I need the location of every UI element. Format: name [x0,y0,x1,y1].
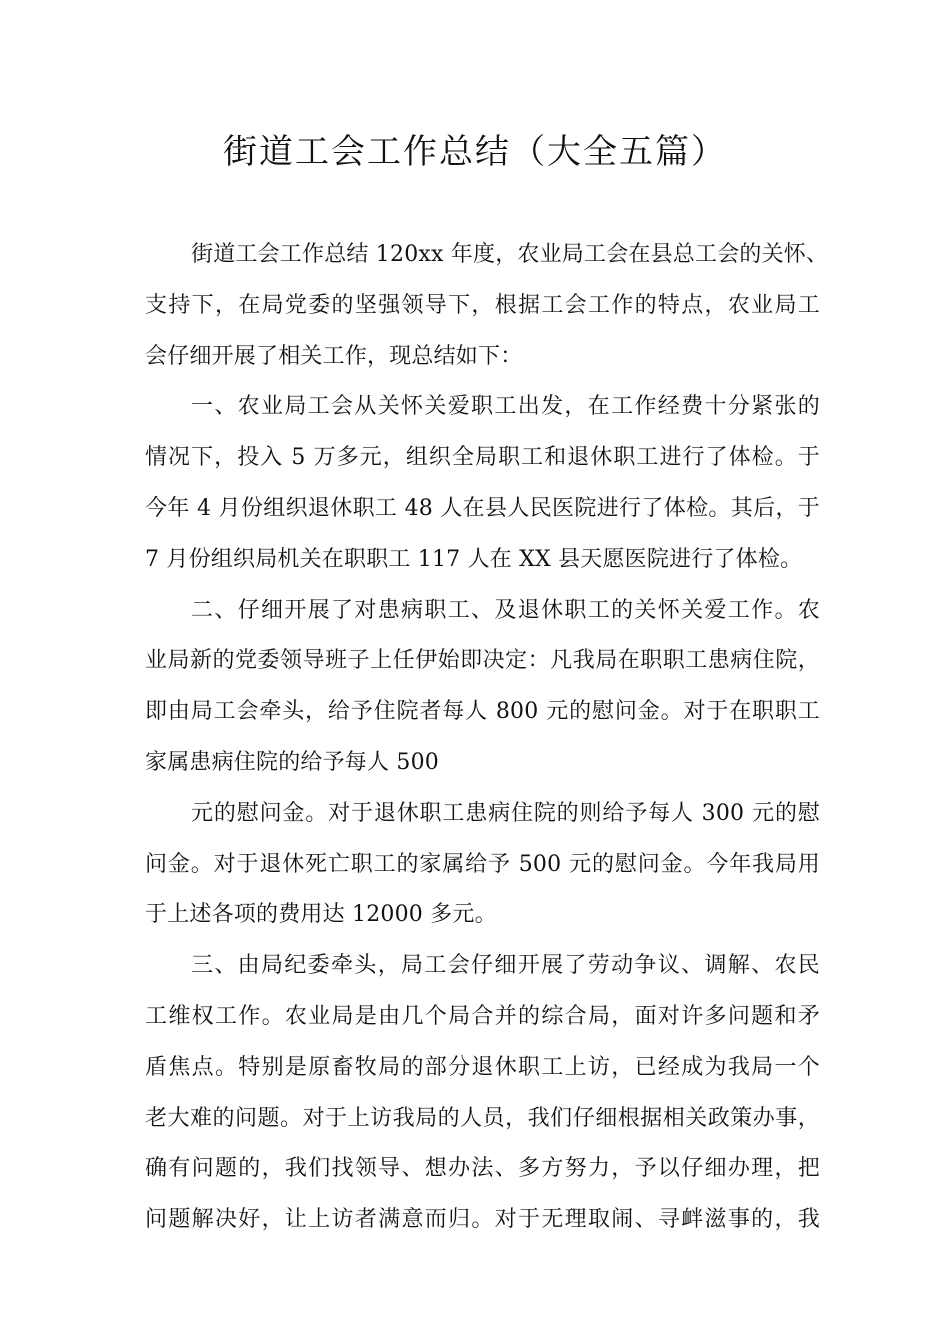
document-title: 街道工会工作总结（大全五篇） [223,132,727,172]
body-line: 7 月份组织局机关在职职工 117 人在 XX 县天愿医院进行了体检。 [145,546,803,572]
body-line: 即由局工会牵头，给予住院者每人 800 元的慰问金。对于在职职工 [145,699,820,725]
document-body [145,230,829,1246]
body-line: 支持下，在局党委的坚强领导下，根据工会工作的特点，农业局工 [145,292,820,318]
body-line: 三、由局纪委牵头，局工会仔细开展了劳动争议、调解、农民 [191,953,820,979]
body-line: 确有问题的，我们找领导、想办法、多方努力，予以仔细办理，把 [145,1156,820,1182]
body-line: 问题解决好，让上访者满意而归。对于无理取闹、寻衅滋事的，我 [145,1207,820,1233]
body-line: 今年 4 月份组织退休职工 48 人在县人民医院进行了体检。其后，于 [145,495,820,521]
body-line: 情况下，投入 5 万多元，组织全局职工和退休职工进行了体检。于 [145,445,820,471]
body-line: 老大难的问题。对于上访我局的人员，我们仔细根据相关政策办事， [145,1105,820,1131]
body-line: 会仔细开展了相关工作，现总结如下： [145,343,523,369]
body-line: 街道工会工作总结 120xx 年度，农业局工会在县总工会的关怀、 [191,242,829,267]
body-line: 于上述各项的费用达 12000 多元。 [145,902,497,928]
body-line: 工维权工作。农业局是由几个局合并的综合局，面对许多问题和矛 [145,1003,820,1029]
body-line: 元的慰问金。对于退休职工患病住院的则给予每人 300 元的慰 [191,800,820,826]
body-line: 盾焦点。特别是原畜牧局的部分退休职工上访，已经成为我局一个 [145,1054,820,1080]
body-line: 业局新的党委领导班子上任伊始即决定：凡我局在职职工患病住院， [145,648,820,674]
body-line: 家属患病住院的给予每人 500 [145,749,439,775]
body-line: 问金。对于退休死亡职工的家属给予 500 元的慰问金。今年我局用 [145,851,820,877]
body-line: 一、农业局工会从关怀关爱职工出发，在工作经费十分紧张的 [191,394,820,420]
body-line: 二、仔细开展了对患病职工、及退休职工的关怀关爱工作。农 [191,597,820,623]
